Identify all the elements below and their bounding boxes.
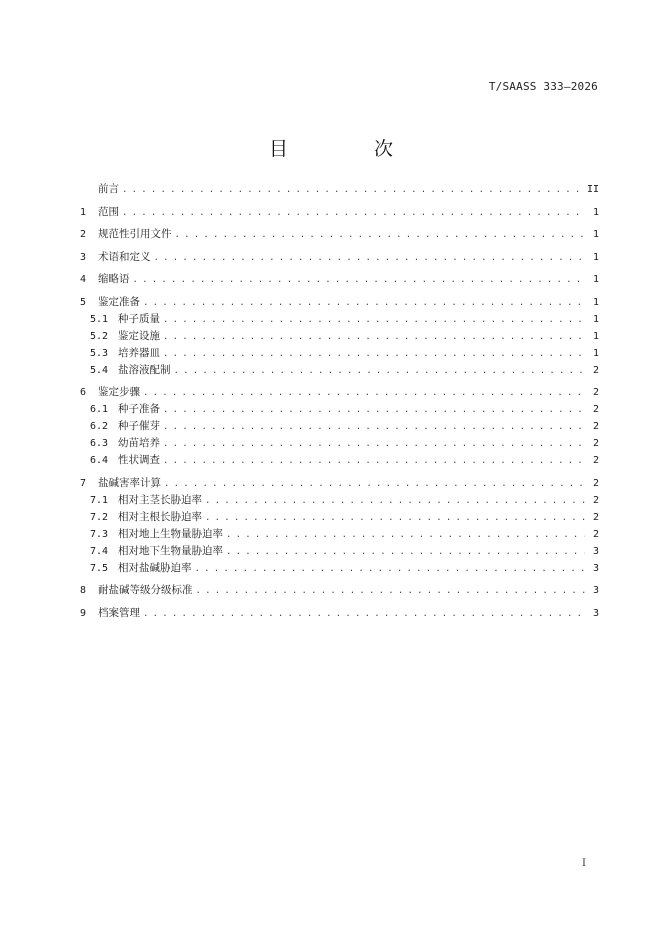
toc-leader-dots (143, 609, 585, 619)
toc-entry[interactable] (80, 181, 599, 198)
toc-entry-label: 盐溶液配制 (118, 363, 171, 376)
toc-entry-label: 鉴定准备 (98, 295, 140, 308)
toc-entry-label: 缩略语 (98, 273, 130, 285)
toc-entry-label: 范围 (98, 205, 119, 218)
toc-entry[interactable] (80, 418, 599, 435)
toc-entry-number: 8 (80, 585, 87, 596)
toc-entry-number: 5.4 (90, 364, 109, 376)
toc-entry-label: 相对主根长胁迫率 (118, 510, 202, 523)
toc-entry-number: 1 (80, 206, 87, 218)
toc-entry-page: 1 (592, 330, 599, 342)
toc-leader-dots (154, 253, 586, 263)
toc-entry-number: 6.2 (90, 421, 109, 432)
toc-entry-label: 盐碱害率计算 (98, 476, 161, 489)
toc-entry[interactable] (80, 328, 599, 345)
toc-entry-page: 1 (592, 347, 599, 359)
toc-entry[interactable] (80, 543, 599, 560)
toc-entry[interactable] (80, 249, 599, 266)
toc-entry-page: 2 (592, 438, 599, 449)
toc-leader-dots (163, 422, 585, 432)
toc-entry-page: 3 (592, 545, 599, 557)
toc-entry[interactable] (80, 492, 599, 509)
toc-entry-label: 相对地下生物量胁迫率 (118, 544, 223, 557)
toc-entry-number: 7 (80, 477, 87, 489)
toc-entry-number: 6 (80, 387, 87, 398)
toc-entry[interactable] (80, 582, 599, 599)
toc-leader-dots (174, 366, 586, 376)
toc-entry-page: 1 (592, 313, 599, 325)
toc-entry[interactable] (80, 560, 599, 577)
table-of-contents (80, 181, 599, 622)
toc-entry-page: 2 (592, 364, 599, 376)
toc-entry-number: 6.1 (90, 404, 109, 415)
toc-entry-page: 3 (592, 585, 599, 596)
toc-entry-label: 相对主茎长胁迫率 (118, 493, 202, 506)
toc-entry[interactable] (80, 311, 599, 328)
toc-leader-dots (143, 298, 585, 308)
toc-entry[interactable] (80, 226, 599, 243)
toc-entry-label: 鉴定步骤 (98, 386, 140, 398)
toc-entry-number: 5.3 (90, 347, 109, 359)
toc-entry-page: 2 (592, 511, 599, 523)
toc-entry-number: 9 (80, 607, 87, 619)
toc-leader-dots (163, 456, 585, 466)
toc-entry-number: 5.2 (90, 330, 109, 342)
toc-entry-page: 1 (592, 229, 599, 240)
toc-entry[interactable] (80, 204, 599, 221)
toc-entry-label: 相对地上生物量胁迫率 (118, 527, 223, 540)
toc-title: 目 次 (268, 138, 434, 160)
toc-entry-page: 2 (592, 528, 599, 540)
toc-entry-label: 档案管理 (98, 606, 140, 619)
toc-entry-number: 7.3 (90, 528, 109, 540)
toc-entry-label: 术语和定义 (98, 250, 151, 263)
toc-entry-page: 2 (592, 387, 599, 398)
toc-leader-dots (163, 349, 585, 359)
toc-leader-dots (143, 388, 585, 398)
toc-entry-number: 5.1 (90, 313, 109, 325)
toc-leader-dots (163, 332, 585, 342)
toc-leader-dots (133, 275, 586, 285)
toc-leader-dots (163, 439, 585, 449)
toc-entry[interactable] (80, 401, 599, 418)
toc-entry-number: 6.3 (90, 438, 109, 449)
toc-entry-number: 7.1 (90, 494, 109, 506)
toc-entry-label: 种子准备 (118, 403, 160, 415)
toc-entry-page: 3 (592, 562, 599, 574)
toc-entry-label: 规范性引用文件 (98, 228, 172, 240)
page-number: I (582, 858, 586, 869)
toc-entry-label: 幼苗培养 (118, 437, 160, 449)
toc-entry-number: 7.4 (90, 545, 109, 557)
toc-entry-page: 2 (592, 404, 599, 415)
toc-leader-dots (122, 185, 581, 195)
toc-entry-label: 耐盐碱等级分级标准 (98, 584, 193, 596)
toc-entry-label: 前言 (98, 183, 119, 195)
toc-entry-page: 2 (592, 494, 599, 506)
toc-entry-label: 培养器皿 (118, 346, 160, 359)
toc-entry-number: 6.4 (90, 455, 109, 466)
toc-leader-dots (195, 564, 586, 574)
toc-entry-label: 鉴定设施 (118, 329, 160, 342)
toc-entry-number: 4 (80, 274, 87, 285)
toc-entry-page: 2 (592, 477, 599, 489)
toc-entry-page: 2 (592, 421, 599, 432)
toc-leader-dots (163, 315, 585, 325)
toc-entry[interactable] (80, 294, 599, 311)
toc-entry-number: 7.2 (90, 511, 109, 523)
toc-leader-dots (205, 513, 585, 523)
toc-entry[interactable] (80, 435, 599, 452)
toc-leader-dots (122, 208, 585, 218)
toc-entry-label: 相对盐碱胁迫率 (118, 561, 192, 574)
toc-entry[interactable] (80, 509, 599, 526)
toc-entry-number: 7.5 (90, 562, 109, 574)
toc-entry-number: 3 (80, 251, 87, 263)
toc-entry-label: 性状调查 (118, 454, 160, 466)
toc-entry-page: 2 (592, 455, 599, 466)
toc-entry[interactable] (80, 452, 599, 469)
toc-entry-number: 5 (80, 296, 87, 308)
toc-leader-dots (196, 586, 586, 596)
toc-entry-number: 2 (80, 229, 87, 240)
toc-leader-dots (226, 547, 585, 557)
toc-entry-page: 1 (592, 274, 599, 285)
toc-entry[interactable] (80, 605, 599, 622)
toc-entry[interactable] (80, 526, 599, 543)
toc-entry-page: II (586, 184, 599, 195)
toc-entry[interactable] (80, 384, 599, 401)
toc-entry[interactable] (80, 475, 599, 492)
toc-entry[interactable] (80, 345, 599, 362)
toc-leader-dots (164, 479, 585, 489)
toc-entry-page: 1 (592, 296, 599, 308)
toc-leader-dots (175, 230, 586, 240)
toc-leader-dots (226, 530, 585, 540)
toc-entry-page: 1 (592, 206, 599, 218)
document-code: T/SAASS 333—2026 (488, 80, 598, 93)
toc-leader-dots (163, 405, 585, 415)
toc-entry-page: 3 (592, 607, 599, 619)
toc-entry[interactable] (80, 271, 599, 288)
toc-entry-page: 1 (592, 251, 599, 263)
toc-entry-label: 种子催芽 (118, 420, 160, 432)
toc-entry-label: 种子质量 (118, 312, 160, 325)
toc-entry[interactable] (80, 362, 599, 379)
toc-leader-dots (205, 496, 585, 506)
